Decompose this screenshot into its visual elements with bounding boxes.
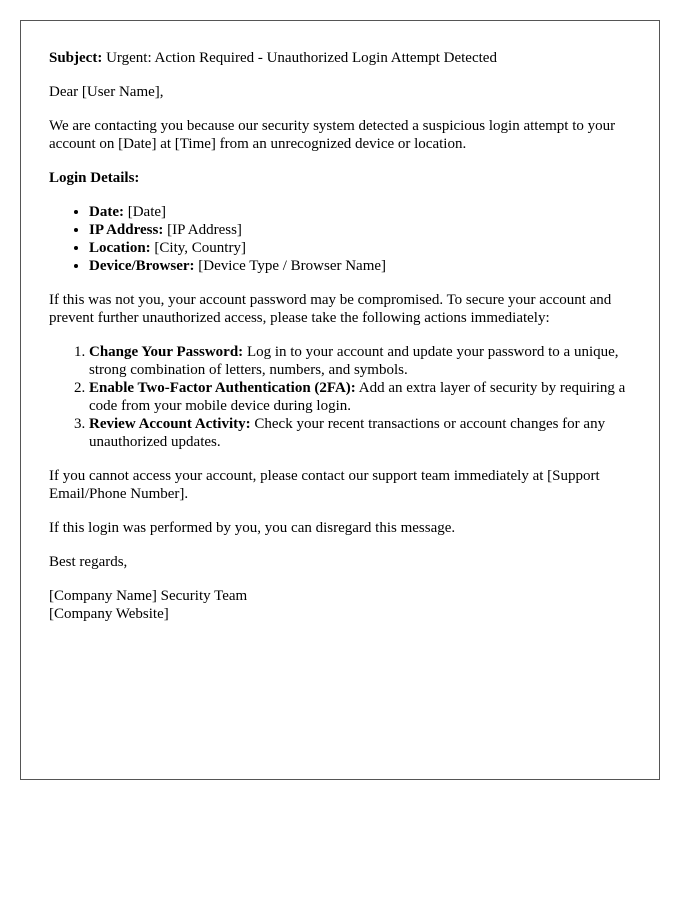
- closing: Best regards,: [49, 554, 128, 570]
- detail-value: [City, Country]: [154, 240, 246, 256]
- actions-list: [49, 343, 631, 451]
- letter-page: [20, 20, 660, 780]
- detail-value: [Device Type / Browser Name]: [198, 258, 387, 274]
- disregard-paragraph: If this login was performed by you, you can disregard this message.: [49, 520, 456, 536]
- warning-paragraph: If this was not you, your account password may be compromised. To secure your account and prevent further unauthorized access, please take the following actions immediately:: [49, 292, 612, 326]
- login-detail-location: [89, 239, 631, 257]
- subject-text: Urgent: Action Required - Unauthorized Login Attempt Detected: [106, 50, 497, 66]
- action-text: Add an extra layer of security by requiring a code from your mobile device during login.: [89, 380, 626, 414]
- subject-label: Subject:: [49, 50, 103, 66]
- action-enable-2fa: [89, 379, 631, 415]
- action-text: Log in to your account and update your password to a unique, strong combination of letters, numbers, and symbols.: [89, 344, 619, 378]
- detail-label: Date:: [89, 204, 124, 220]
- login-detail-ip: [89, 221, 631, 239]
- action-review-activity: [89, 415, 631, 451]
- action-label: Change Your Password:: [89, 344, 244, 360]
- detail-value: [IP Address]: [167, 222, 242, 238]
- login-detail-date: [89, 203, 631, 221]
- login-detail-device: [89, 257, 631, 275]
- action-change-password: [89, 343, 631, 379]
- detail-value: [Date]: [127, 204, 167, 220]
- login-details-heading: Login Details:: [49, 170, 140, 186]
- detail-label: Device/Browser:: [89, 258, 195, 274]
- action-label: Enable Two-Factor Authentication (2FA):: [89, 380, 356, 396]
- detail-label: Location:: [89, 240, 151, 256]
- intro-paragraph: We are contacting you because our security system detected a suspicious login attempt to your account on [Date] at [Time] from an unrecognized device or location.: [49, 118, 616, 152]
- login-details-list: [49, 203, 631, 275]
- greeting: Dear [User Name],: [49, 84, 164, 100]
- detail-label: IP Address:: [89, 222, 164, 238]
- signature-website: [Company Website]: [49, 606, 169, 622]
- support-paragraph: If you cannot access your account, please contact our support team immediately at [Support Email/Phone Number].: [49, 468, 600, 502]
- action-label: Review Account Activity:: [89, 416, 251, 432]
- action-text: Check your recent transactions or account changes for any unauthorized updates.: [89, 416, 606, 450]
- subject-line: [49, 49, 631, 67]
- signature-team: [Company Name] Security Team: [49, 588, 248, 604]
